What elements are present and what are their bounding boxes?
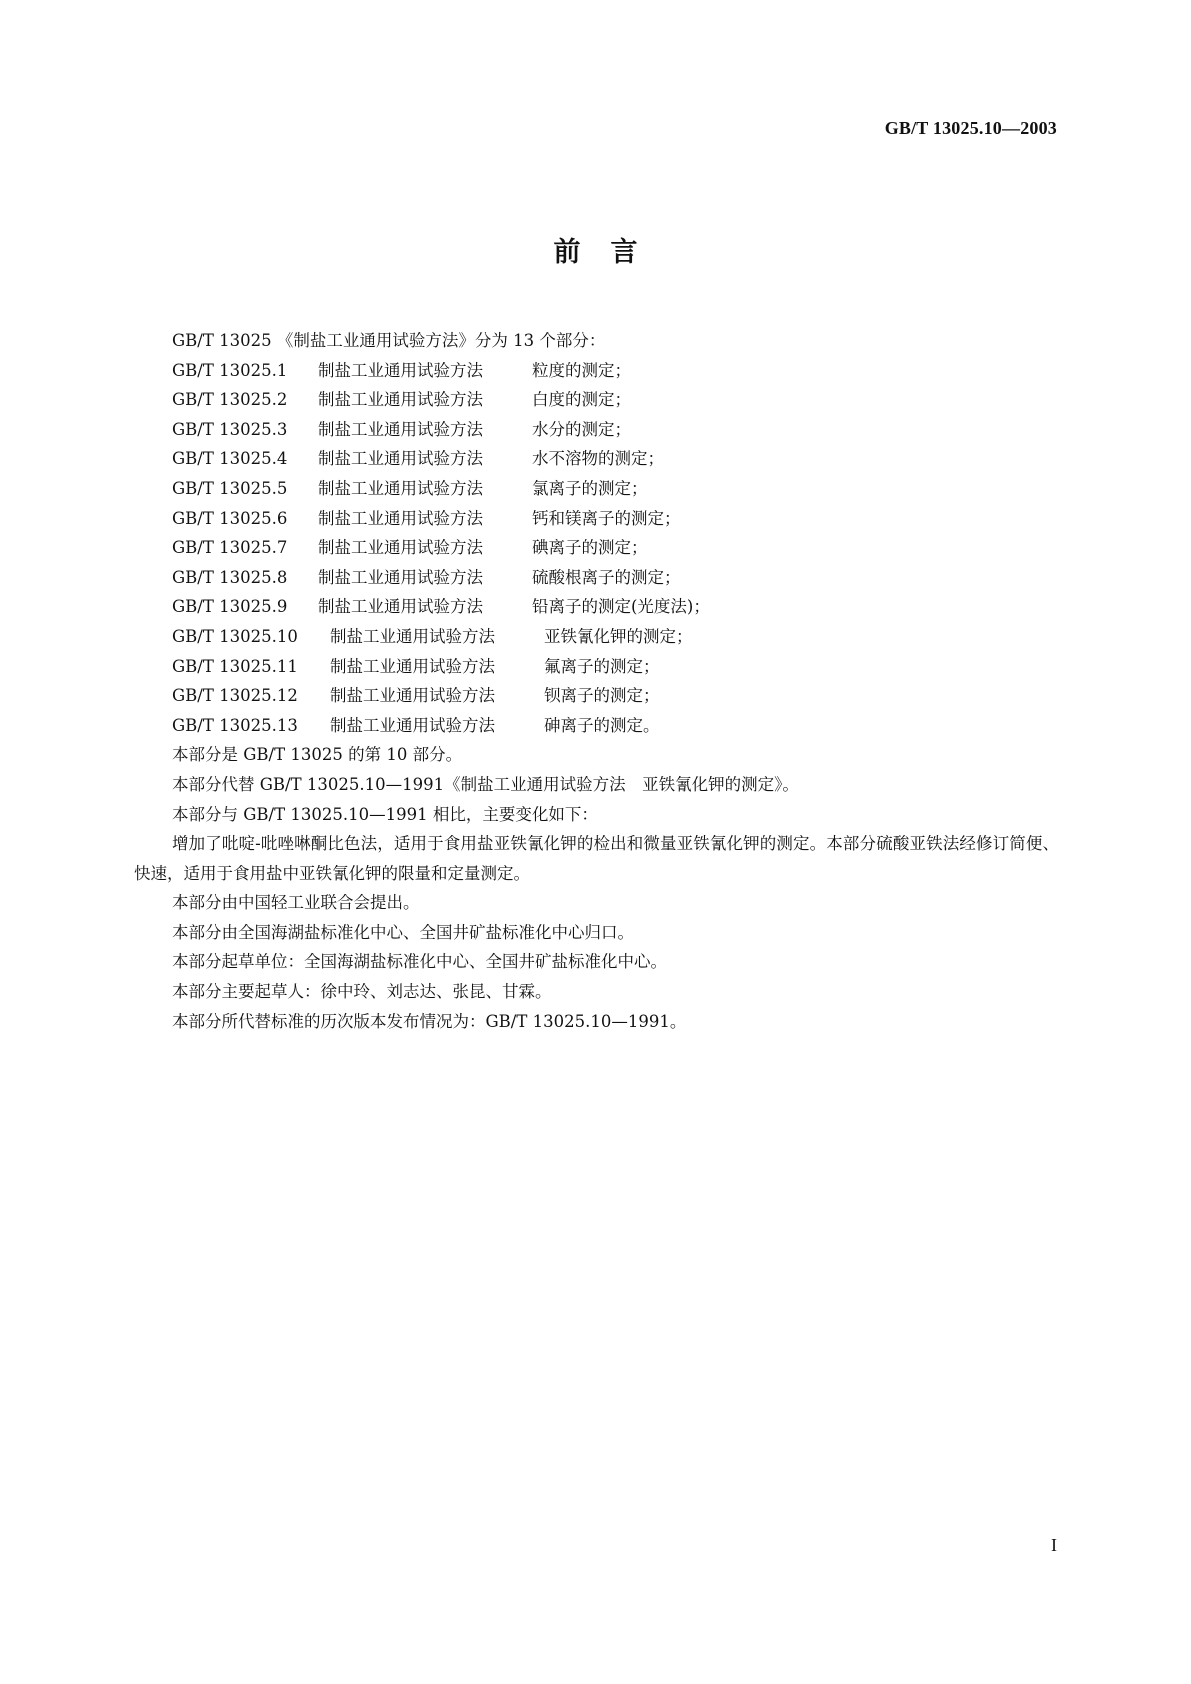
part-series: 制盐工业通用试验方法 (330, 656, 495, 676)
part-subject: 水分的测定； (532, 419, 631, 439)
proposed-by-paragraph: 本部分由中国轻工业联合会提出。 (172, 893, 420, 913)
part-subject: 亚铁氰化钾的测定； (544, 626, 693, 646)
list-item (134, 622, 1059, 652)
part-code: GB/T 13025.8 (172, 567, 288, 587)
list-item (134, 356, 1059, 386)
part-series: 制盐工业通用试验方法 (318, 567, 483, 587)
list-item (134, 563, 1059, 593)
foreword-body (134, 326, 1059, 1036)
part-code: GB/T 13025.6 (172, 508, 288, 528)
part-subject: 白度的测定； (532, 390, 631, 410)
list-item (134, 474, 1059, 504)
intro-paragraph: GB/T 13025 《制盐工业通用试验方法》分为 13 个部分： (172, 331, 606, 350)
list-item (134, 533, 1059, 563)
part-subject: 铅离子的测定(光度法)； (532, 597, 710, 617)
list-item (134, 711, 1059, 741)
page-number: I (1051, 1535, 1057, 1555)
standard-number: GB/T 13025.10—2003 (884, 118, 1057, 138)
part-series: 制盐工业通用试验方法 (318, 390, 483, 410)
part-subject: 氟离子的测定； (544, 656, 660, 676)
part-subject: 粒度的测定； (532, 360, 631, 380)
part-subject: 钙和镁离子的测定； (532, 508, 681, 528)
centralized-by-paragraph: 本部分由全国海湖盐标准化中心、全国井矿盐标准化中心归口。 (172, 922, 634, 942)
list-item (134, 652, 1059, 682)
part-code: GB/T 13025.7 (172, 538, 288, 558)
part-subject: 硫酸根离子的测定； (532, 567, 681, 587)
part-code: GB/T 13025.4 (172, 449, 288, 469)
part-series: 制盐工业通用试验方法 (330, 715, 495, 735)
part-code: GB/T 13025.5 (172, 478, 288, 498)
part-code: GB/T 13025.9 (172, 597, 288, 617)
part-series: 制盐工业通用试验方法 (318, 597, 483, 617)
changes-detail-paragraph: 增加了吡啶-吡唑啉酮比色法，适用于食用盐亚铁氰化钾的检出和微量亚铁氰化钾的测定。本部分硫酸亚铁法经修订简便、快速，适用于食用盐中亚铁氰化钾的限量和定量测定。 (134, 834, 1059, 883)
part-code: GB/T 13025.12 (172, 686, 298, 706)
part-subject: 砷离子的测定。 (544, 715, 660, 735)
list-item (134, 444, 1059, 474)
list-item (134, 385, 1059, 415)
history-paragraph: 本部分所代替标准的历次版本发布情况为：GB/T 13025.10—1991。 (172, 1011, 687, 1031)
part-series: 制盐工业通用试验方法 (330, 626, 495, 646)
part-of-paragraph: 本部分是 GB/T 13025 的第 10 部分。 (172, 745, 463, 765)
part-series: 制盐工业通用试验方法 (318, 360, 483, 380)
drafters-paragraph: 本部分主要起草人：徐中玲、刘志达、张昆、甘霖。 (172, 982, 552, 1002)
part-subject: 氯离子的测定； (532, 478, 648, 498)
changes-intro-paragraph: 本部分与 GB/T 13025.10—1991 相比，主要变化如下： (172, 804, 598, 824)
drafting-units-paragraph: 本部分起草单位：全国海湖盐标准化中心、全国井矿盐标准化中心。 (172, 952, 667, 972)
part-code: GB/T 13025.13 (172, 715, 298, 735)
part-series: 制盐工业通用试验方法 (318, 449, 483, 469)
part-series: 制盐工业通用试验方法 (318, 419, 483, 439)
part-subject: 碘离子的测定； (532, 538, 648, 558)
parts-list (134, 356, 1059, 741)
part-subject: 水不溶物的测定； (532, 449, 664, 469)
list-item (134, 681, 1059, 711)
part-code: GB/T 13025.3 (172, 419, 288, 439)
part-series: 制盐工业通用试验方法 (318, 478, 483, 498)
part-code: GB/T 13025.11 (172, 656, 298, 676)
part-series: 制盐工业通用试验方法 (318, 508, 483, 528)
part-code: GB/T 13025.1 (172, 360, 288, 380)
list-item (134, 504, 1059, 534)
part-code: GB/T 13025.10 (172, 626, 298, 646)
part-subject: 钡离子的测定； (544, 686, 660, 706)
part-series: 制盐工业通用试验方法 (330, 686, 495, 706)
list-item (134, 415, 1059, 445)
replaces-paragraph: 本部分代替 GB/T 13025.10—1991《制盐工业通用试验方法 亚铁氰化钾的测定》。 (172, 774, 799, 794)
page-title: 前言 (553, 237, 668, 268)
part-code: GB/T 13025.2 (172, 390, 288, 410)
part-series: 制盐工业通用试验方法 (318, 538, 483, 558)
list-item (134, 592, 1059, 622)
